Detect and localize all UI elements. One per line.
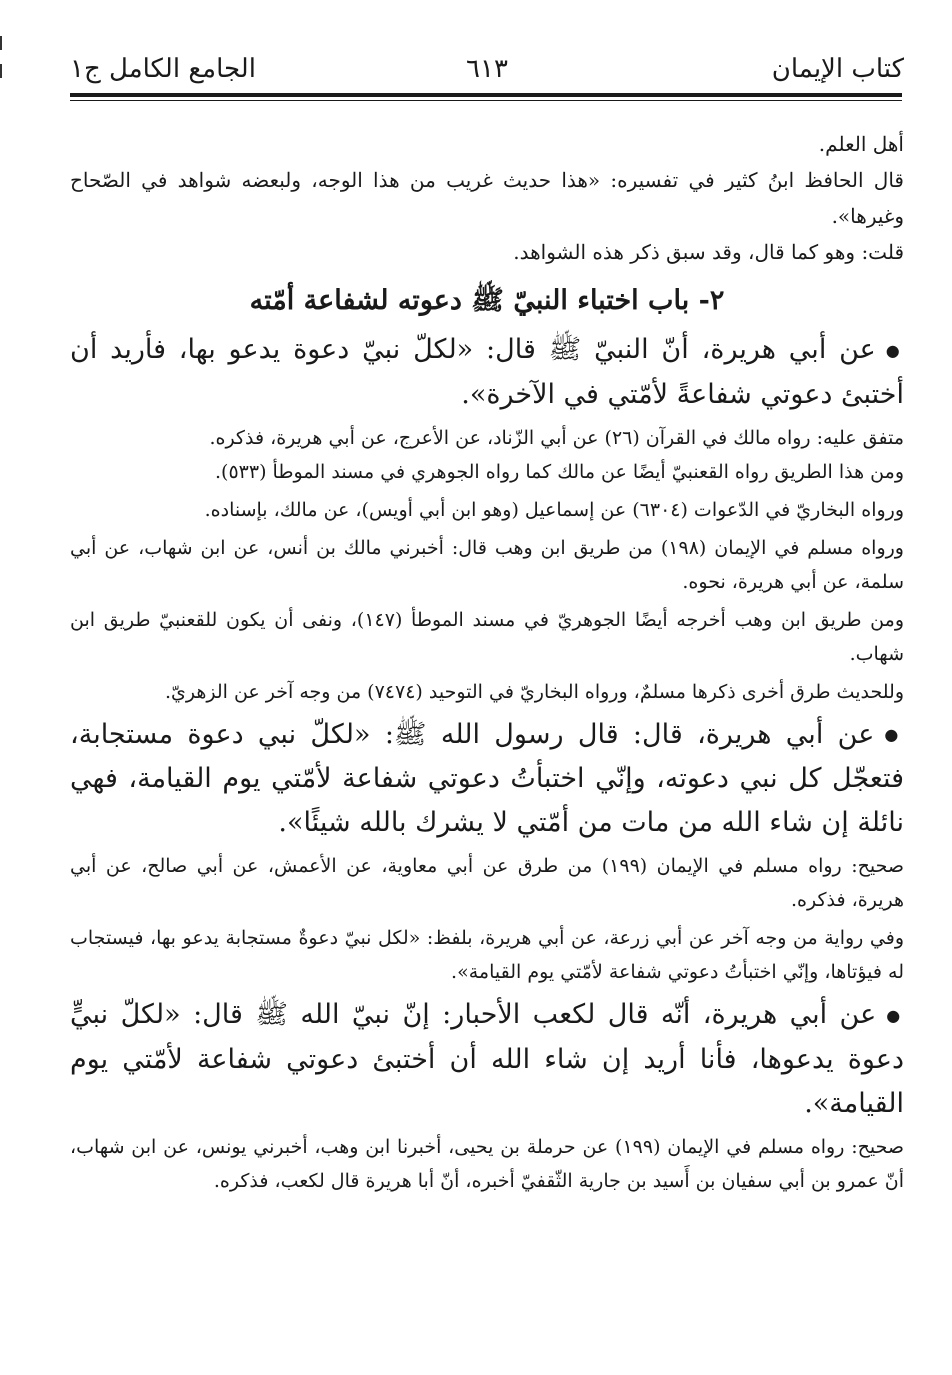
takhrij-note: متفق عليه: رواه مالك في القرآن (٢٦) عن أبي الزّناد، عن الأعرج، عن أبي هريرة، فذكره. — [209, 426, 904, 449]
takhrij-note: وفي رواية من وجه آخر عن أبي زرعة، عن أبي هريرة، بلفظ: «لكل نبيّ دعوةٌ مستجابة يدعو بها، فيستجاب له فيؤتاها، وإنّي اختبأتُ دعوتي شفاعة لأمّتي يوم القيامة». — [70, 927, 904, 983]
hadith-text — [70, 713, 904, 846]
hadith-body: عن أبي هريرة، أنّ النبيّ ﷺ قال: «لكلّ نبيّ دعوة يدعو بها، فأريد أن أختبئ دعوتي شفاعةً لأمّتي في الآخرة». — [70, 334, 904, 410]
takhrij-note: صحيح: رواه مسلم في الإيمان (١٩٩) من طرق عن أبي معاوية، عن الأعمش، عن أبي صالح، عن أبي هريرة، فذكره. — [70, 855, 904, 911]
paragraph: قلت: وهو كما قال، وقد سبق ذكر هذه الشواهد. — [513, 240, 904, 264]
paragraph: قال الحافظ ابنُ كثير في تفسيره: «هذا حديث غريب من هذا الوجه، ولبعضه شواهد في الصّحاح وغيرها». — [70, 168, 904, 228]
page-body — [70, 126, 904, 1198]
takhrij-note: ومن هذا الطريق رواه القعنبيّ أيضًا عن مالك كما رواه الجوهري في مسند الموطأ (٥٣٣). — [215, 460, 904, 483]
takhrij-note: ورواه مسلم في الإيمان (١٩٨) من طريق ابن وهب قال: أخبرني مالك بن أنس، عن ابن شهاب، عن أبي سلمة، عن أبي هريرة، نحوه. — [70, 536, 904, 593]
book-volume-title: الجامع الكامل ج١ — [70, 54, 256, 84]
bullet-icon: ● — [886, 1005, 904, 1025]
paragraph: أهل العلم. — [818, 132, 904, 156]
hadith-text — [70, 328, 904, 417]
hadith-body: عن أبي هريرة، أنّه قال لكعب الأحبار: إنّ نبيّ الله ﷺ قال: «لكلّ نبيٍّ دعوة يدعوها، فأنا أريد إن شاء الله أن أختبئ دعوتي شفاعة لأمّتي يوم القيامة». — [70, 999, 904, 1119]
takhrij-note: صحيح: رواه مسلم في الإيمان (١٩٩) عن حرملة بن يحيى، أخبرنا ابن وهب، أخبرني يونس، عن ابن شهاب، أنّ عمرو بن أبي سفيان بن أَسيد بن جارية الثّقفيّ أخبره، أنّ أبا هريرة قال لكعب، فذكره. — [70, 1135, 904, 1192]
header-rule-thick — [70, 93, 902, 97]
bullet-icon: ● — [885, 340, 904, 360]
running-header — [70, 52, 904, 92]
book-section-title: كتاب الإيمان — [771, 54, 904, 84]
takhrij-note: وللحديث طرق أخرى ذكرها مسلمٌ، ورواه البخاريّ في التوحيد (٧٤٧٤) من وجه آخر عن الزهريّ. — [164, 680, 904, 703]
hadith-body: عن أبي هريرة، قال: قال رسول الله ﷺ: «لكلّ نبي دعوة مستجابة، فتعجّل كل نبي دعوته، وإنّي اختبأتُ دعوتي شفاعة لأمّتي يوم القيامة، فهي نائلة إن شاء الله من مات من أمّتي لا يشرك بالله شيئًا». — [70, 718, 904, 838]
takhrij-note: ورواه البخاريّ في الدّعوات (٦٣٠٤) عن إسماعيل (وهو ابن أبي أويس)، عن مالك، بإسناده. — [204, 498, 904, 521]
page-number: ٦١٣ — [466, 54, 508, 84]
header-rule-thin — [70, 100, 902, 101]
binding-mark-top — [0, 36, 2, 50]
binding-mark-bottom — [0, 64, 2, 78]
takhrij-note: ومن طريق ابن وهب أخرجه أيضًا الجوهريّ في مسند الموطأ (١٤٧)، ونفى أن يكون للقعنبيّ طريق ابن شهاب. — [70, 608, 905, 665]
chapter-heading: ٢- باب اختباء النبيّ ﷺ دعوته لشفاعة أمّته — [249, 285, 725, 316]
bullet-icon: ● — [884, 725, 905, 744]
hadith-text — [70, 993, 904, 1126]
